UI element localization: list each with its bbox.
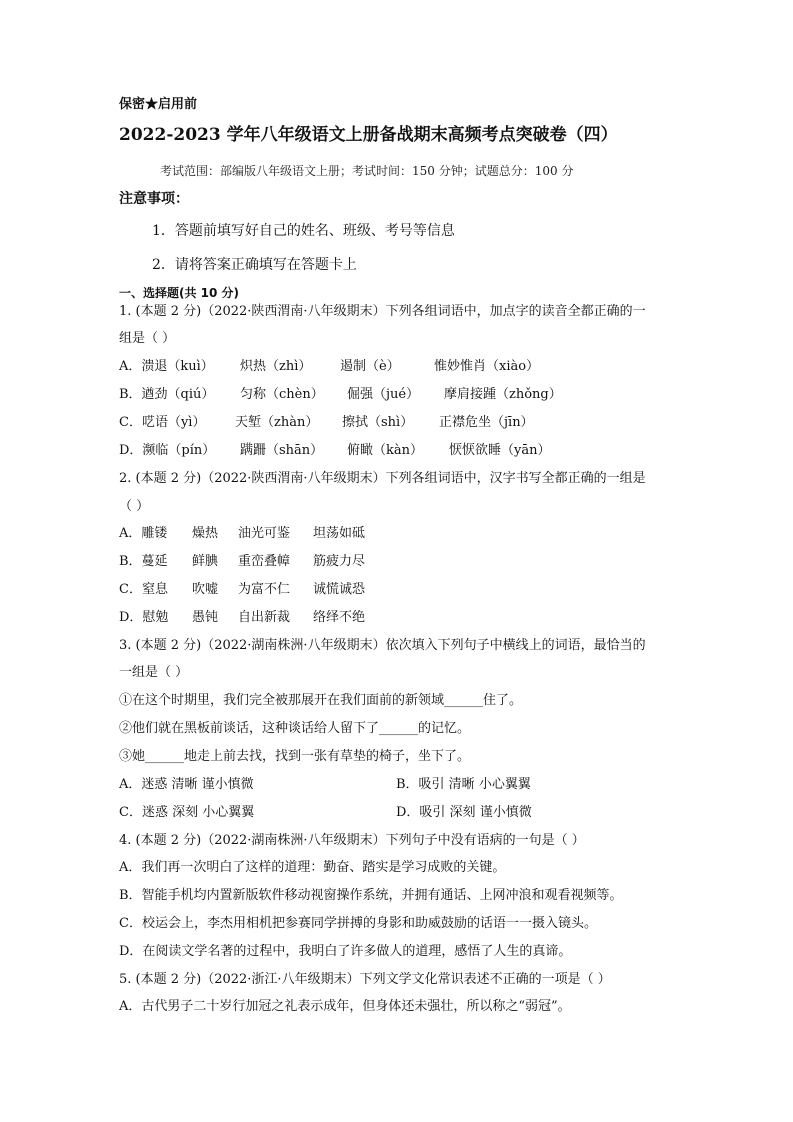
q2-stem-line1: 2. (本题 2 分)（2022·陕西渭南·八年级期末）下列各组词语中，汉字书写全都正确的一组是	[119, 471, 646, 486]
q1-option-a-1: A．溃退（kuì）	[119, 359, 214, 374]
q1-option-c-2: 天堑（zhàn）	[235, 415, 319, 430]
q2-option-b-3: 重峦叠幛	[238, 554, 291, 569]
q2-option-a-2: 燥热	[192, 526, 219, 541]
q2-option-c-3: 为富不仁	[238, 582, 291, 597]
q2-option-d-2: 愚钝	[192, 610, 219, 625]
q4-option-d: D．在阅读文学名著的过程中，我明白了许多做人的道理，感悟了人生的真谛。	[119, 944, 572, 959]
notice-heading: 注意事项：	[119, 191, 189, 207]
q5-option-a: A．古代男子二十岁行加冠之礼表示成年，但身体还未强壮，所以称之“弱冠”。	[119, 999, 571, 1014]
q1-option-c-1: C．呓语（yì）	[119, 415, 206, 430]
q3-stem-line1: 3. (本题 2 分)（2022·湖南株洲·八年级期末）依次填入下列句子中横线上的词语，最恰当的	[119, 638, 646, 653]
q2-option-c-1: C．窒息	[119, 582, 168, 597]
q2-option-c-4: 诚慌诚恐	[313, 582, 366, 597]
q3-sentence-2: ②他们就在黑板前谈话，这种谈话给人留下了______的记忆。	[119, 721, 471, 736]
q3-stem-line2: 一组是（ ）	[119, 665, 189, 680]
section-heading: 一、选择题(共 10 分)	[119, 286, 240, 300]
q1-option-d-2: 蹒跚（shān）	[240, 443, 324, 458]
q1-option-b-4: 摩肩接踵（zhǒng）	[444, 387, 562, 402]
q3-option-c: C．迷惑 深刻 小心翼翼	[119, 805, 255, 820]
q2-option-b-2: 鲜腆	[192, 554, 219, 569]
confidential-label: 保密★启用前	[119, 97, 198, 112]
q2-option-a-3: 油光可鉴	[238, 526, 291, 541]
q3-option-b: B．吸引 清晰 小心翼翼	[396, 777, 531, 792]
q1-option-a-4: 惟妙惟肖（xiào）	[434, 359, 540, 374]
q1-option-b-2: 匀称（chèn）	[240, 387, 324, 402]
q3-option-d: D．吸引 深刻 谨小慎微	[396, 805, 532, 820]
q2-option-d-3: 自出新裁	[238, 610, 291, 625]
notice-item-1: 1．答题前填写好自己的姓名、班级、考号等信息	[152, 223, 455, 239]
q2-option-c-2: 吹嘘	[192, 582, 219, 597]
q2-option-a-4: 坦荡如砥	[313, 526, 366, 541]
q2-option-b-4: 筋疲力尽	[313, 554, 366, 569]
q2-stem-line2: （ ）	[119, 499, 150, 514]
q1-option-c-3: 擦拭（shì）	[342, 415, 414, 430]
exam-meta: 考试范围：部编版八年级语文上册；考试时间：150 分钟；试题总分：100 分	[160, 164, 574, 178]
q1-option-a-3: 遏制（è）	[340, 359, 400, 374]
q2-option-d-1: D．慰勉	[119, 610, 169, 625]
q2-option-a-1: A．雕镂	[119, 526, 168, 541]
q1-stem-line2: 组是（ ）	[119, 331, 176, 346]
q1-option-d-3: 俯瞰（kàn）	[347, 443, 424, 458]
q1-option-c-4: 正襟危坐（jīn）	[439, 415, 534, 430]
exam-title: 2022-2023 学年八年级语文上册备战期末高频考点突破卷（四）	[119, 125, 618, 145]
q3-sentence-1: ①在这个时期里，我们完全被那展开在我们面前的新领域______住了。	[119, 693, 523, 708]
q5-stem: 5. (本题 2 分)（2022·浙江·八年级期末）下列文学文化常识表述不正确的一项是（ ）	[119, 972, 611, 987]
q4-option-c: C．校运会上，李杰用相机把参赛同学拼搏的身影和助威鼓励的话语一一摄入镜头。	[119, 916, 597, 931]
q1-option-a-2: 炽热（zhì）	[240, 359, 312, 374]
q1-option-d-1: D．濒临（pín）	[119, 443, 216, 458]
q1-option-b-1: B．遒劲（qiú）	[119, 387, 215, 402]
q3-sentence-3: ③她______地走上前去找，找到一张有草垫的椅子，坐下了。	[119, 749, 471, 764]
q1-stem-line1: 1. (本题 2 分)（2022·陕西渭南·八年级期末）下列各组词语中，加点字的读音全都正确的一	[119, 304, 646, 319]
notice-item-2: 2．请将答案正确填写在答题卡上	[152, 257, 357, 273]
q4-stem: 4. (本题 2 分)（2022·湖南株洲·八年级期末）下列句子中没有语病的一句是（ ）	[119, 833, 585, 848]
q3-option-a: A．迷惑 清晰 谨小慎微	[119, 777, 254, 792]
q1-option-d-4: 恹恹欲睡（yān）	[449, 443, 551, 458]
q1-option-b-3: 倔强（jué）	[347, 387, 420, 402]
q4-option-b: B．智能手机均内置新版软件移动视窗操作系统，并拥有通话、上网冲浪和观看视频等。	[119, 888, 623, 903]
q4-option-a: A．我们再一次明白了这样的道理：勤奋、踏实是学习成败的关键。	[119, 860, 506, 875]
q2-option-b-1: B．蔓延	[119, 554, 168, 569]
q2-option-d-4: 络绎不绝	[313, 610, 366, 625]
